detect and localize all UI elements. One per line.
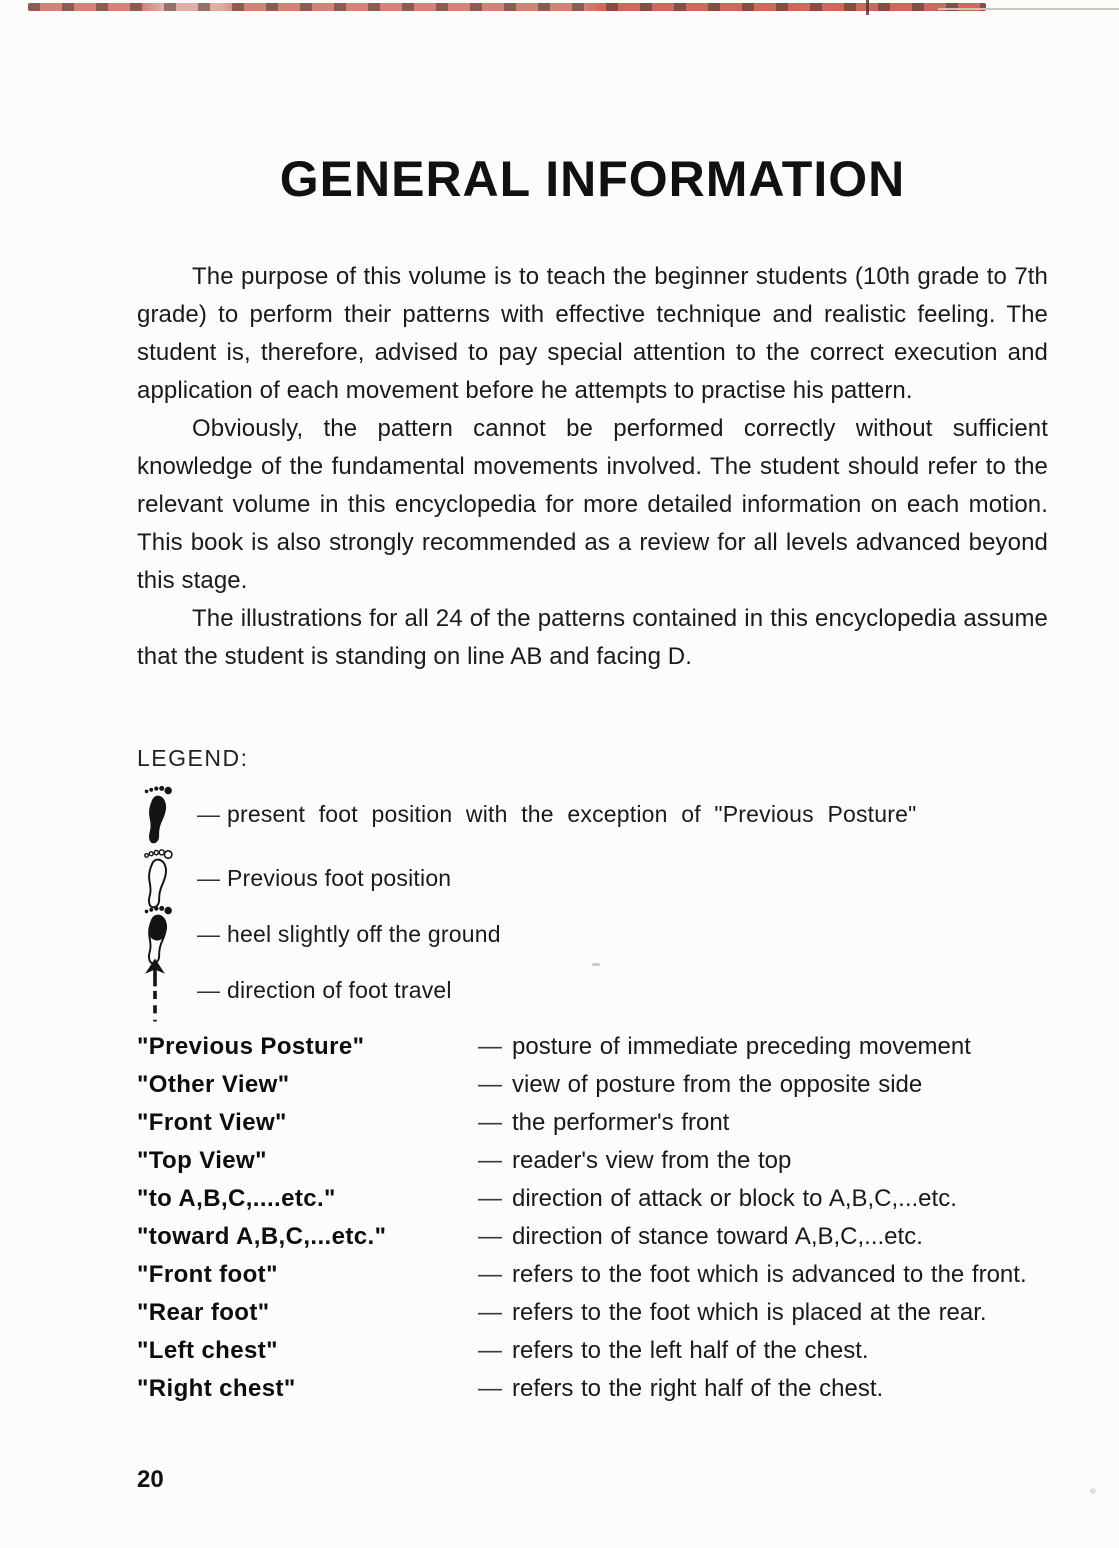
definition-text: refers to the left half of the chest. — [512, 1337, 869, 1364]
definition — [478, 1256, 1048, 1294]
definition — [478, 1180, 1048, 1218]
definition-row — [137, 1066, 1048, 1104]
legend-text: direction of foot travel — [227, 976, 452, 1003]
legend-item — [137, 782, 1048, 846]
definition-term: "to A,B,C,....etc." — [137, 1185, 336, 1212]
definition-row — [137, 1180, 1048, 1218]
definition-term: "Right chest" — [137, 1375, 296, 1402]
definition-term: "Other View" — [137, 1071, 290, 1098]
definition-text: refers to the foot which is placed at the rear. — [512, 1299, 987, 1326]
icon-box — [137, 955, 197, 1025]
legend-heading: LEGEND: — [137, 745, 249, 771]
definition-term: "Front View" — [137, 1109, 287, 1136]
scan-edge-tick — [866, 0, 869, 15]
definition-text: posture of immediate preceding movement — [512, 1033, 971, 1060]
icon-box — [137, 846, 197, 910]
legend-text: Previous foot position — [227, 864, 452, 891]
definition — [478, 1028, 1048, 1066]
definition-row — [137, 1028, 1048, 1066]
arrow-up-dashed-icon — [137, 955, 173, 1025]
definition-dash: — — [478, 1299, 502, 1326]
scan-speck — [1090, 1488, 1096, 1494]
scan-edge-line — [938, 8, 1119, 10]
paragraph: The illustrations for all 24 of the patterns contained in this encyclopedia assume that the student is standing on line AB and facing D. — [137, 605, 1048, 670]
legend-text: present foot position with the exception of "Previous Posture" — [227, 800, 917, 827]
definition-row — [137, 1104, 1048, 1142]
definition-text: refers to the foot which is advanced to the front. — [512, 1261, 1027, 1288]
definition-row — [137, 1256, 1048, 1294]
definition-row — [137, 1332, 1048, 1370]
definition-text: direction of attack or block to A,B,C,...etc. — [512, 1185, 957, 1212]
definition-dash: — — [478, 1147, 502, 1174]
body-text — [137, 258, 1048, 676]
legend-text: heel slightly off the ground — [227, 920, 501, 947]
definition-dash: — — [478, 1109, 502, 1136]
definition-text: reader's view from the top — [512, 1147, 792, 1174]
paragraph: Obviously, the pattern cannot be performed correctly without sufficient knowledge of the fundamental movements involved. The student should refer to the relevant volume in this encyclopedia for more detailed information on each motion. This book is also strongly recommended as a review for all levels advanced beyond this stage. — [137, 415, 1048, 594]
definition-row — [137, 1370, 1048, 1408]
legend-dash: — — [197, 976, 220, 1003]
definition-dash: — — [478, 1185, 502, 1212]
definition-row — [137, 1142, 1048, 1180]
definition — [478, 1066, 1048, 1104]
definition — [478, 1370, 1048, 1408]
paragraph: The purpose of this volume is to teach the beginner students (10th grade to 7th grade) to perform their patterns with effective technique and realistic feeling. The student is, therefore, advised to pay special attention to the correct execution and application of each movement before he attempts to practise his pattern. — [137, 263, 1048, 404]
scan-edge-band — [28, 3, 986, 11]
definition — [478, 1218, 1048, 1256]
legend-item — [137, 846, 1048, 910]
definition-dash: — — [478, 1223, 502, 1250]
definition-row — [137, 1218, 1048, 1256]
footprint-solid-icon — [137, 782, 173, 846]
legend-item — [137, 902, 1048, 966]
definition — [478, 1104, 1048, 1142]
definition-dash: — — [478, 1375, 502, 1402]
definition-dash: — — [478, 1337, 502, 1364]
definition-dash: — — [478, 1033, 502, 1060]
definition-text: the performer's front — [512, 1109, 730, 1136]
page-number: 20 — [137, 1466, 164, 1493]
legend-item — [137, 958, 1048, 1022]
definition-term: "Rear foot" — [137, 1299, 270, 1326]
definition-text: direction of stance toward A,B,C,...etc. — [512, 1223, 923, 1250]
definition-term: "Front foot" — [137, 1261, 278, 1288]
icon-box — [137, 782, 197, 846]
page-title: GENERAL INFORMATION — [279, 151, 906, 207]
footprint-outline-icon — [137, 846, 173, 910]
definition-row — [137, 1294, 1048, 1332]
legend-dash: — — [197, 800, 220, 827]
definition-text: refers to the right half of the chest. — [512, 1375, 884, 1402]
definition-term: "toward A,B,C,...etc." — [137, 1223, 387, 1250]
definition-dash: — — [478, 1071, 502, 1098]
definition-text: view of posture from the opposite side — [512, 1071, 923, 1098]
definition — [478, 1332, 1048, 1370]
legend-dash: — — [197, 920, 220, 947]
definition — [478, 1142, 1048, 1180]
definition — [478, 1294, 1048, 1332]
legend-dash: — — [197, 864, 220, 891]
definition-dash: — — [478, 1261, 502, 1288]
definition-term: "Previous Posture" — [137, 1033, 365, 1060]
definition-term: "Left chest" — [137, 1337, 278, 1364]
definition-term: "Top View" — [137, 1147, 267, 1174]
definition-list — [137, 1028, 1048, 1408]
